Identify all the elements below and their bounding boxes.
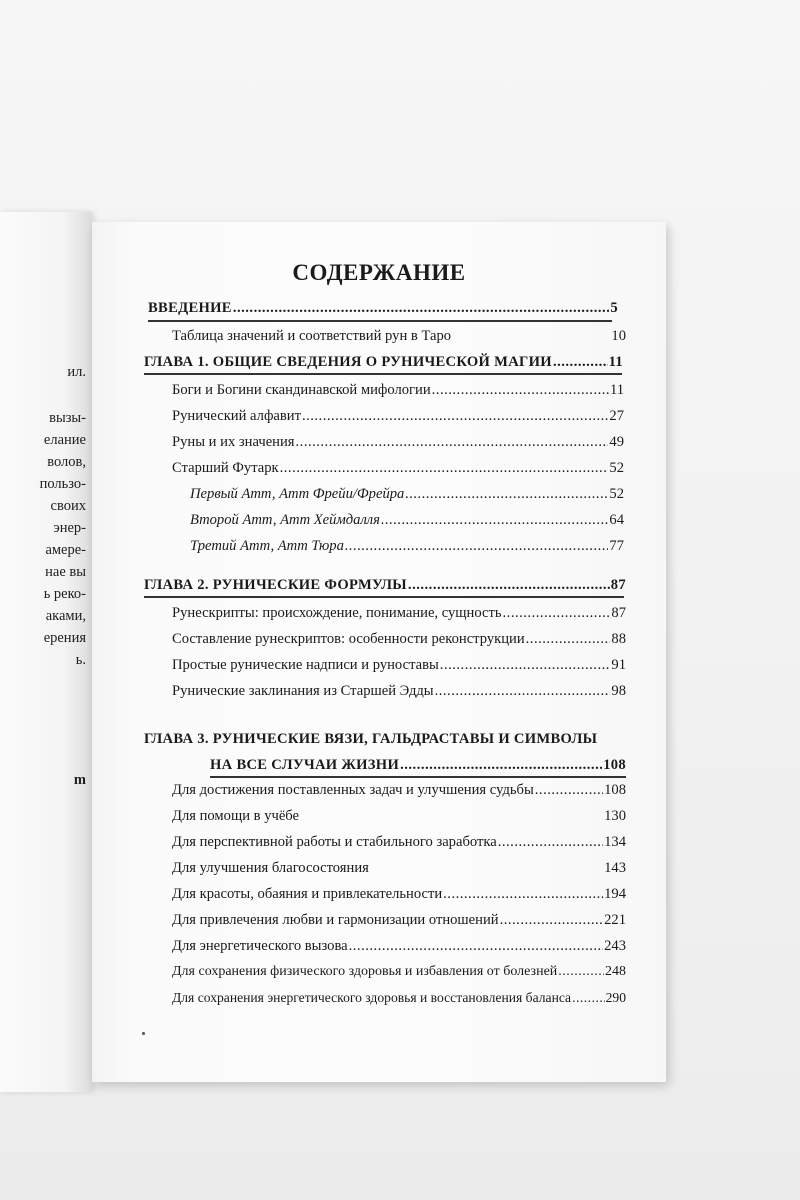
leader-dots bbox=[572, 990, 605, 1006]
left-page-fragment: m bbox=[73, 772, 86, 788]
toc-entry-page: 134 bbox=[604, 834, 626, 850]
toc-entry bbox=[172, 912, 626, 929]
toc-entry bbox=[172, 605, 626, 622]
toc-entry-label: Для помощи в учёбе bbox=[172, 808, 300, 824]
leader-dots bbox=[408, 577, 610, 594]
leader-dots bbox=[405, 486, 608, 503]
leader-dots bbox=[440, 657, 611, 674]
toc-entry-page: 49 bbox=[609, 434, 624, 450]
divider bbox=[144, 373, 622, 375]
toc-entry-page: 243 bbox=[604, 938, 626, 954]
toc-entry-page: 194 bbox=[604, 886, 626, 902]
contents-page bbox=[92, 222, 666, 1082]
left-page-fragment: волов, bbox=[47, 454, 86, 470]
toc-entry-page: 10 bbox=[611, 328, 626, 344]
previous-page-edge bbox=[0, 212, 92, 1092]
toc-entry-page: 88 bbox=[611, 631, 626, 647]
toc-entry-intro bbox=[148, 300, 618, 317]
leader-dots bbox=[296, 434, 609, 451]
left-page-fragment: ь реко- bbox=[43, 586, 86, 602]
leader-dots bbox=[432, 382, 609, 399]
toc-entry bbox=[172, 808, 626, 825]
leader-dots bbox=[503, 605, 611, 622]
toc-entry-page: 290 bbox=[605, 990, 626, 1005]
divider bbox=[210, 776, 626, 778]
toc-entry-label: Рунический алфавит bbox=[172, 408, 301, 424]
toc-entry-page: 108 bbox=[604, 782, 626, 798]
leader-dots bbox=[526, 631, 611, 648]
left-page-fragment: ь. bbox=[75, 652, 86, 668]
toc-entry bbox=[172, 460, 624, 477]
leader-dots bbox=[302, 408, 608, 425]
toc-entry-label: Для красоты, обаяния и привлекательности bbox=[172, 886, 443, 902]
toc-entry-chapter-3 bbox=[210, 757, 626, 774]
toc-entry-page: 87 bbox=[611, 605, 626, 621]
toc-entry bbox=[172, 328, 626, 345]
toc-entry-label: Второй Атт, Атт Хеймдалля bbox=[190, 512, 380, 528]
left-page-fragment: ерения bbox=[43, 630, 86, 646]
toc-entry-label: Для перспективной работы и стабильного заработка bbox=[172, 834, 497, 850]
toc-entry-label: Составление рунескриптов: особенности реконструкции bbox=[172, 631, 525, 647]
toc-entry bbox=[172, 683, 626, 700]
toc-entry-page: 98 bbox=[611, 683, 626, 699]
toc-entry-label: Простые рунические надписи и руноставы bbox=[172, 657, 439, 673]
divider bbox=[148, 320, 612, 322]
toc-entry bbox=[172, 408, 624, 425]
toc-entry bbox=[172, 990, 626, 1006]
leader-dots bbox=[553, 354, 608, 371]
toc-entry bbox=[172, 631, 626, 648]
toc-entry-label: Старший Футарк bbox=[172, 460, 279, 476]
leader-dots bbox=[400, 757, 602, 774]
left-page-fragment: нае вы bbox=[45, 564, 86, 580]
leader-dots bbox=[349, 938, 603, 955]
toc-entry-page: 77 bbox=[609, 538, 624, 554]
left-page-fragment: аками, bbox=[45, 608, 86, 624]
toc-entry-label: Рунические заклинания из Старшей Эдды bbox=[172, 683, 434, 699]
left-page-fragment: пользо- bbox=[39, 476, 86, 492]
leader-dots bbox=[535, 782, 603, 799]
toc-entry-page: 64 bbox=[609, 512, 624, 528]
toc-entry-label: Для сохранения физического здоровья и избавления от болезней bbox=[172, 964, 558, 979]
toc-entry-page: 11 bbox=[608, 354, 623, 370]
toc-entry bbox=[172, 782, 626, 799]
toc-entry-page: 221 bbox=[604, 912, 626, 928]
toc-subentry bbox=[190, 486, 624, 503]
toc-entry-label: Рунескрипты: происхождение, понимание, сущность bbox=[172, 605, 502, 621]
left-page-fragment: вызы- bbox=[49, 410, 86, 426]
toc-entry-label: Для сохранения энергетического здоровья и восстановления баланса bbox=[172, 990, 572, 1005]
toc-entry-label: ВВЕДЕНИЕ bbox=[148, 300, 232, 316]
toc-entry bbox=[172, 834, 626, 851]
toc-entry-label: Таблица значений и соответствий рун в Таро bbox=[172, 328, 452, 344]
leader-dots bbox=[500, 912, 604, 929]
toc-entry-label: Третий Атт, Атт Тюра bbox=[190, 538, 344, 554]
toc-entry-label: Руны и их значения bbox=[172, 434, 295, 450]
page-title: СОДЕРЖАНИЕ bbox=[292, 260, 466, 285]
toc-entry-label: Для энергетического вызова bbox=[172, 938, 348, 954]
toc-entry-page: 87 bbox=[610, 577, 626, 593]
toc-entry-page: 27 bbox=[609, 408, 624, 424]
toc-entry-page: 11 bbox=[609, 382, 624, 398]
toc-entry-page: 91 bbox=[611, 657, 626, 673]
leader-dots bbox=[233, 300, 610, 317]
leader-dots bbox=[443, 886, 603, 903]
toc-entry-label: ГЛАВА 2. РУНИЧЕСКИЕ ФОРМУЛЫ bbox=[144, 577, 407, 593]
leader-dots bbox=[498, 834, 603, 851]
toc-entry-label: НА ВСЕ СЛУЧАИ ЖИЗНИ bbox=[210, 757, 400, 773]
toc-entry-chapter-2 bbox=[144, 577, 626, 594]
left-page-fragment: елание bbox=[43, 432, 86, 448]
toc-entry-label: ГЛАВА 1. ОБЩИЕ СВЕДЕНИЯ О РУНИЧЕСКОЙ МАГИИ bbox=[144, 354, 552, 370]
leader-dots bbox=[381, 512, 608, 529]
toc-entry bbox=[172, 964, 626, 980]
toc-entry bbox=[172, 860, 626, 877]
left-page-fragment: амере- bbox=[45, 542, 86, 558]
leader-dots bbox=[435, 683, 611, 700]
toc-entry-page: 52 bbox=[609, 486, 624, 502]
toc-entry-chapter-1 bbox=[144, 354, 623, 371]
toc-entry-label: Первый Атт, Атт Фрейи/Фрейра bbox=[190, 486, 405, 502]
toc-entry-label: Для привлечения любви и гармонизации отношений bbox=[172, 912, 499, 928]
toc-entry bbox=[172, 938, 626, 955]
toc-entry bbox=[172, 657, 626, 674]
left-page-fragment: ил. bbox=[67, 364, 86, 380]
toc-entry-label: Боги и Богини скандинавской мифологии bbox=[172, 382, 431, 398]
toc-entry-page: 5 bbox=[610, 300, 618, 316]
leader-dots bbox=[558, 964, 604, 980]
leader-dots bbox=[280, 460, 609, 477]
toc-subentry bbox=[190, 512, 624, 529]
toc-entry-page: 143 bbox=[604, 860, 626, 876]
toc-subentry bbox=[190, 538, 624, 555]
toc-entry-page: 130 bbox=[604, 808, 626, 824]
toc-entry-label: Для достижения поставленных задач и улучшения судьбы bbox=[172, 782, 534, 798]
toc-entry-page: 248 bbox=[605, 964, 626, 979]
left-page-fragment: своих bbox=[50, 498, 86, 514]
print-speck bbox=[142, 1032, 145, 1035]
left-page-fragment: энер- bbox=[53, 520, 86, 536]
toc-entry bbox=[172, 886, 626, 903]
toc-entry-page: 52 bbox=[609, 460, 624, 476]
toc-entry-page: 108 bbox=[603, 757, 626, 773]
toc-entry-label: Для улучшения благосостояния bbox=[172, 860, 369, 876]
toc-entry bbox=[172, 382, 624, 399]
toc-entry-chapter-3-line-1: ГЛАВА 3. РУНИЧЕСКИЕ ВЯЗИ, ГАЛЬДРАСТАВЫ И СИМВОЛЫ bbox=[144, 731, 598, 747]
divider bbox=[144, 596, 624, 598]
leader-dots bbox=[345, 538, 609, 555]
toc-entry bbox=[172, 434, 624, 451]
